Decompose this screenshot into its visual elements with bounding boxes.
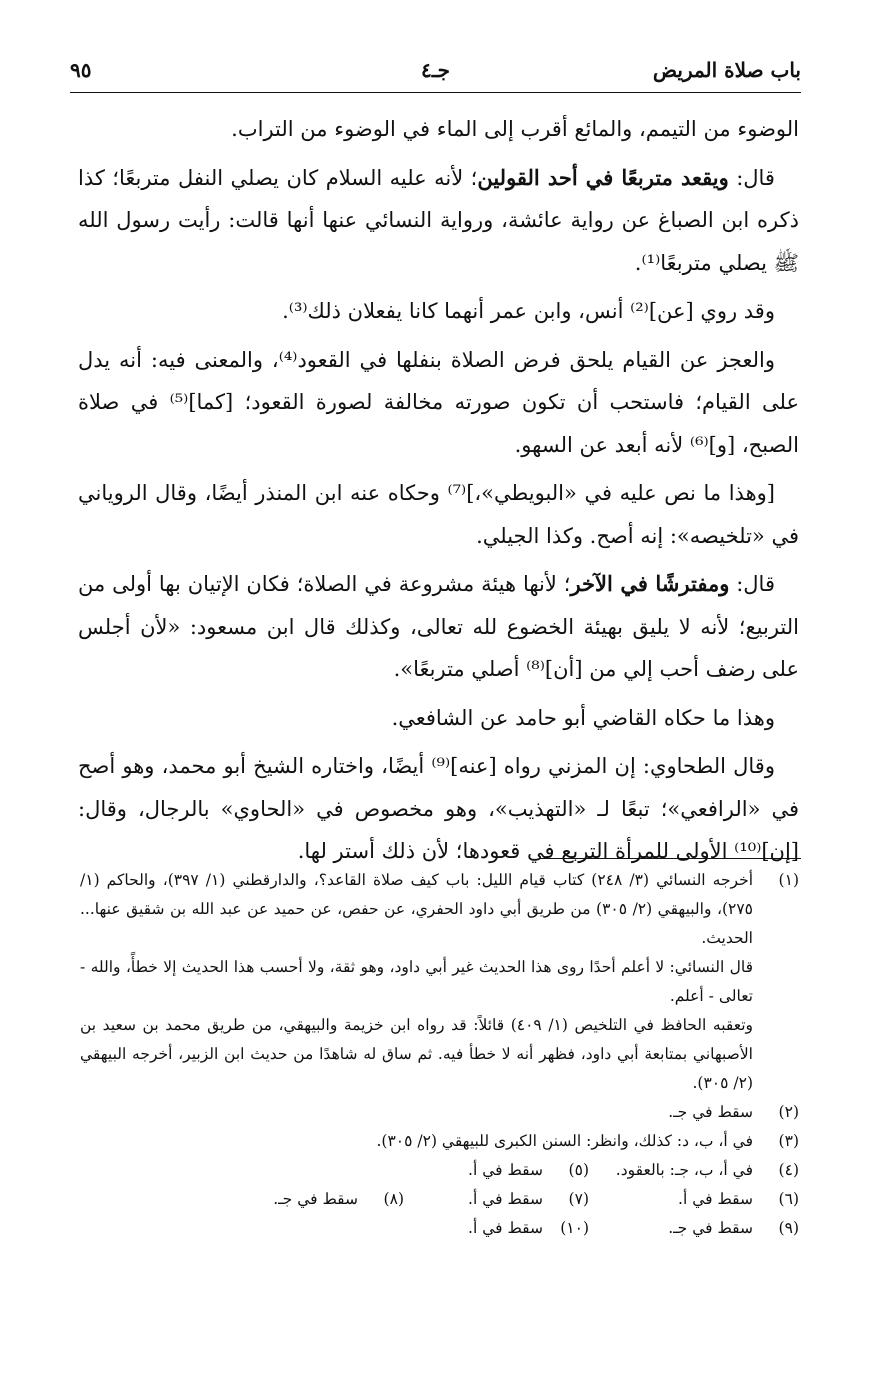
footnote-number: (٩)	[778, 1219, 799, 1237]
footnote-7	[404, 1185, 589, 1214]
paragraph	[78, 563, 799, 691]
paragraph	[78, 290, 799, 333]
chapter-title: باب صلاة المريض	[652, 58, 801, 82]
paragraph-text: وقال الطحاوي: إن المزني رواه [عنه]⁽⁹⁾ أيضًا، واختاره الشيخ أبو محمد، وهو أصح في «الرافعي»؛ تبعًا لـ «التهذيب»، وهو مخصوص في «الحاوي» بالرجال، وقال: [إن]⁽¹⁰⁾ الأولى للمرأة التربع في قعودها؛ لأن ذلك أستر لها.	[78, 754, 799, 863]
paragraph-prefix: قال:	[728, 165, 775, 190]
paragraph	[78, 108, 799, 151]
paragraph	[78, 697, 799, 740]
footnote-9	[589, 1214, 799, 1243]
paragraph	[78, 157, 799, 285]
footnote-divider	[539, 858, 801, 859]
paragraph-prefix: قال:	[729, 572, 775, 596]
paragraph	[78, 472, 799, 557]
footnote-number: (٢)	[778, 1103, 799, 1121]
matn-bold-text: ومفترشًا في الآخر	[570, 571, 730, 596]
footnote-text: سقط في جـ.	[668, 1219, 753, 1237]
page-number: ٩٥	[70, 58, 92, 82]
footnote-6	[589, 1185, 799, 1214]
matn-bold-text: ويقعد متربعًا في أحد القولين	[477, 164, 729, 190]
footnote-5	[404, 1156, 589, 1185]
paragraph-text: وقد روي [عن]⁽²⁾ أنس، وابن عمر أنهما كانا يفعلان ذلك⁽³⁾.	[282, 299, 775, 323]
footnote-text: سقط في أ.	[468, 1190, 543, 1208]
footnote-number: (١٠)	[560, 1219, 589, 1237]
footnote-row	[80, 1185, 799, 1214]
paragraph-text: ؛ لأنها هيئة مشروعة في الصلاة؛ فكان الإتيان بها أولى من التربيع؛ لأنه لا يليق بهيئة الخضوع لله تعالى، وكذلك قال ابن مسعود: «لأن أجلس على رضف أحب إلي من [أن]⁽⁸⁾ أصلي متربعًا».	[78, 572, 799, 681]
running-header	[70, 52, 801, 92]
footnote-number: (٧)	[568, 1190, 589, 1208]
footnote-text: في أ، ب، جـ: بالعقود.	[615, 1161, 753, 1179]
footnote-number: (٥)	[568, 1161, 589, 1179]
paragraph-text: ؛ لأنه عليه السلام كان يصلي النفل متربعًا؛ كذا ذكره ابن الصباغ عن رواية عائشة، ورواية النسائي عنها أنها قالت: رأيت رسول الله ﷺ يصلي متربعًا⁽¹⁾.	[78, 165, 799, 275]
footnote-text: وتعقبه الحافظ في التلخيص (١/ ٤٠٩) قائلاً: قد رواه ابن خزيمة والبيهقي، من طريق محمد بن سعيد بن الأصبهاني بمتابعة أبي داود، فظهر أنه لا خطأ فيه. ثم ساق له شاهدًا من حديث ابن الزبير، أخرجه البيهقي (٢/ ٣٠٥).	[80, 1016, 754, 1092]
header-divider	[70, 92, 801, 93]
volume-label: جـ٤	[421, 58, 450, 82]
paragraph	[78, 339, 799, 467]
footnote-text: سقط في أ.	[468, 1219, 543, 1237]
footnote-4	[589, 1156, 799, 1185]
footnote-number: (٦)	[778, 1190, 799, 1208]
paragraph-text: الوضوء من التيمم، والمائع أقرب إلى الماء في الوضوء من التراب.	[231, 117, 799, 141]
footnote-8	[219, 1185, 404, 1214]
footnote-number: (٨)	[383, 1190, 404, 1208]
footnote-text: قال النسائي: لا أعلم أحدًا روى هذا الحديث غير أبي داود، وهو ثقة، ولا أحسب هذا الحديث إلا خطأً، والله - تعالى - أعلم.	[80, 958, 753, 1005]
footnote-number: (٤)	[778, 1161, 799, 1179]
footnote-text: سقط في أ.	[468, 1161, 543, 1179]
paragraph	[78, 745, 799, 873]
paragraph-text: وهذا ما حكاه القاضي أبو حامد عن الشافعي.	[391, 705, 775, 730]
footnote-row	[80, 1156, 799, 1185]
footnote-text: سقط في جـ.	[668, 1103, 753, 1121]
paragraph-text: والعجز عن القيام يلحق فرض الصلاة بنفلها في القعود⁽⁴⁾، والمعنى فيه: أنه يدل على القيام؛ فاستحب أن تكون صورته مخالفة لصورة القعود؛ [كما]⁽⁵⁾ في صلاة الصبح، [و]⁽⁶⁾ لأنه أبعد عن السهو.	[78, 347, 799, 457]
footnote-text: أخرجه النسائي (٣/ ٢٤٨) كتاب قيام الليل: باب كيف صلاة القاعد؟، والدارقطني (١/ ٣٩٧)، والحاكم (١/ ٢٧٥)، والبيهقي (٢/ ٣٠٥) من طريق أبي داود الحفري، عن حفص، عن حميد عن عبد الله بن شقيق عنها... الحديث.	[80, 871, 754, 947]
main-text	[78, 108, 799, 879]
footnote-1	[80, 866, 799, 1098]
paragraph-text: [وهذا ما نص عليه في «البويطي»،]⁽⁷⁾ وحكاه عنه ابن المنذر أيضًا، وقال الروياني في «تلخيصه»: إنه أصح. وكذا الجيلي.	[78, 481, 799, 548]
footnote-2	[80, 1098, 799, 1127]
footnotes	[80, 866, 799, 1243]
footnote-text: في أ، ب، د: كذلك، وانظر: السنن الكبرى للبيهقي (٢/ ٣٠٥).	[376, 1132, 753, 1150]
footnote-number: (١)	[778, 871, 799, 889]
footnote-text: سقط في أ.	[678, 1190, 753, 1208]
footnote-row	[80, 1214, 799, 1243]
footnote-text: سقط في جـ.	[273, 1190, 358, 1208]
footnote-number: (٣)	[778, 1132, 799, 1150]
footnote-3	[80, 1127, 799, 1156]
footnote-10	[404, 1214, 589, 1243]
